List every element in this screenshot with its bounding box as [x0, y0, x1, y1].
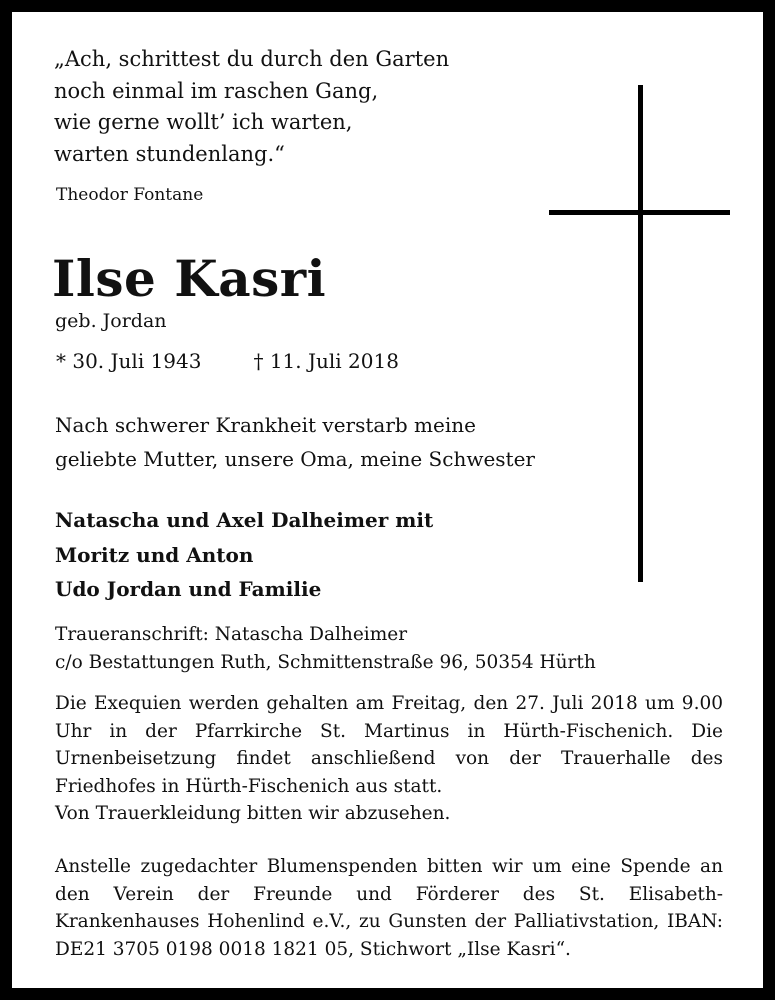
- cross-vertical-bar: [638, 85, 643, 582]
- message-line: Nach schwerer Krankheit verstarb meine: [55, 413, 476, 437]
- poem-line: wie gerne wollt’ ich warten,: [54, 110, 353, 134]
- death-date: † 11. Juli 2018: [253, 349, 399, 373]
- donation-request: Anstelle zugedachter Blumenspenden bitten wir um eine Spende an den Verein der Freunde und Förderer des St. Elisabeth-Krankenhauses Hohenlind e.V., zu Gunsten der Palliativstation, IBAN: DE21 3705 0198 0018 1821 05, Stichwort „Ilse Kasri“.: [55, 856, 723, 960]
- service-text: Die Exequien werden gehalten am Freitag, den 27. Juli 2018 um 9.00 Uhr in der Pfarrkirche St. Martinus in Hürth-Fischenich. Die Urnenbeisetzung findet anschließend von der Trauerhalle des Friedhofes in Hürth-Fischenich aus statt.: [55, 693, 723, 797]
- clothing-note: Von Trauerkleidung bitten wir abzusehen.: [55, 803, 451, 824]
- message-line: geliebte Mutter, unsere Oma, meine Schwester: [55, 447, 535, 471]
- mourner-line: Natascha und Axel Dalheimer mit: [55, 508, 434, 532]
- mourner-line: Moritz und Anton: [55, 542, 254, 567]
- birth-date: * 30. Juli 1943: [56, 349, 202, 373]
- life-dates: [56, 347, 399, 375]
- poem-line: warten stundenlang.“: [54, 141, 285, 166]
- mourners-list: [55, 503, 433, 607]
- deceased-name: Ilse Kasri: [52, 249, 327, 308]
- birth-name: geb. Jordan: [55, 310, 167, 332]
- service-details: [55, 690, 723, 828]
- cross-horizontal-bar: [549, 210, 730, 215]
- address-line: Traueranschrift: Natascha Dalheimer: [55, 624, 408, 645]
- mourner-line: Udo Jordan und Familie: [55, 577, 322, 601]
- poem-quote: [54, 44, 449, 170]
- poem-author: Theodor Fontane: [56, 185, 204, 205]
- announcement-message: [55, 408, 535, 476]
- poem-line: „Ach, schrittest du durch den Garten: [54, 47, 450, 71]
- address-line: c/o Bestattungen Ruth, Schmittenstraße 96, 50354 Hürth: [55, 652, 596, 673]
- mourning-address: [55, 621, 596, 677]
- poem-line: noch einmal im raschen Gang,: [54, 78, 379, 103]
